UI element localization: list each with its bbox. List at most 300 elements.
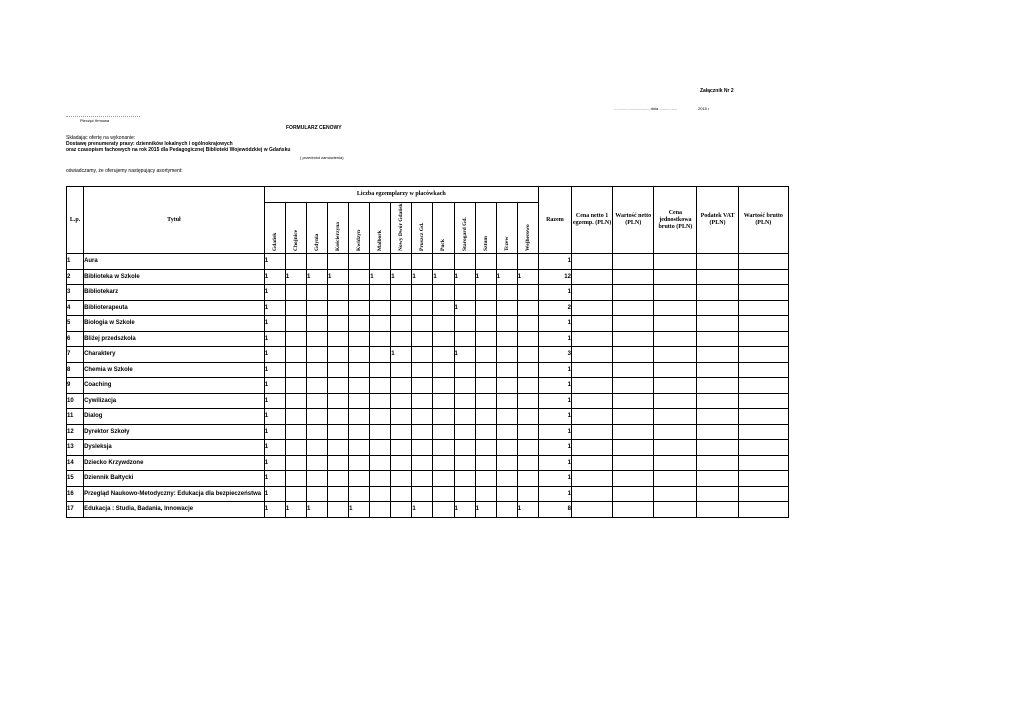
price-cell — [613, 471, 654, 487]
col-net-unit: Cena netto 1 egzemp. (PLN) — [571, 187, 612, 254]
row-title: Biblioterapeuta — [84, 300, 265, 316]
row-count — [328, 300, 349, 316]
price-cell — [654, 300, 697, 316]
row-razem: 1 — [538, 378, 571, 394]
row-count: 1 — [264, 316, 285, 332]
row-count — [391, 502, 412, 518]
price-cell — [571, 502, 612, 518]
row-title: Aura — [84, 254, 265, 270]
price-cell — [738, 378, 788, 394]
price-cell — [571, 285, 612, 301]
row-count — [433, 300, 454, 316]
price-cell — [613, 285, 654, 301]
branch-header — [264, 203, 285, 254]
row-lp: 17 — [67, 502, 84, 518]
row-count — [433, 440, 454, 456]
price-cell — [654, 316, 697, 332]
row-count — [370, 409, 391, 425]
row-count — [285, 331, 306, 347]
table-row — [67, 455, 789, 471]
row-count — [349, 440, 370, 456]
price-cell — [571, 362, 612, 378]
table-row — [67, 347, 789, 363]
row-count — [517, 347, 538, 363]
price-cell — [697, 269, 738, 285]
row-razem: 1 — [538, 331, 571, 347]
row-count: 1 — [454, 502, 475, 518]
row-count — [475, 331, 496, 347]
row-count — [349, 409, 370, 425]
row-count: 1 — [517, 502, 538, 518]
price-cell — [654, 471, 697, 487]
row-count — [517, 378, 538, 394]
row-razem: 1 — [538, 409, 571, 425]
col-title: Tytuł — [84, 187, 265, 254]
annex-label: Załącznik Nr 2 — [700, 88, 734, 94]
branches-group-header: Liczba egzemplarzy w placówkach — [264, 187, 538, 203]
row-count — [517, 424, 538, 440]
price-cell — [654, 254, 697, 270]
row-count — [306, 424, 327, 440]
row-count — [370, 316, 391, 332]
row-count — [454, 455, 475, 471]
row-count — [391, 486, 412, 502]
price-cell — [654, 502, 697, 518]
price-cell — [697, 393, 738, 409]
row-title: Cywilizacja — [84, 393, 265, 409]
price-cell — [571, 424, 612, 440]
row-count: 1 — [328, 269, 349, 285]
price-cell — [654, 285, 697, 301]
row-count — [454, 331, 475, 347]
row-count — [496, 486, 517, 502]
price-cell — [571, 471, 612, 487]
row-count — [349, 347, 370, 363]
row-count — [328, 393, 349, 409]
row-count — [433, 316, 454, 332]
row-count — [370, 285, 391, 301]
row-count: 1 — [475, 269, 496, 285]
row-count — [370, 471, 391, 487]
row-lp: 10 — [67, 393, 84, 409]
branch-header — [328, 203, 349, 254]
row-razem: 8 — [538, 502, 571, 518]
row-count — [306, 316, 327, 332]
row-title: Dyrektor Szkoły — [84, 424, 265, 440]
price-cell — [738, 486, 788, 502]
row-count — [517, 455, 538, 471]
row-count — [328, 471, 349, 487]
table-row — [67, 378, 789, 394]
price-cell — [613, 300, 654, 316]
price-cell — [571, 347, 612, 363]
row-count — [475, 362, 496, 378]
row-count: 1 — [264, 254, 285, 270]
table-row — [67, 254, 789, 270]
price-cell — [571, 316, 612, 332]
row-count — [517, 331, 538, 347]
price-cell — [654, 347, 697, 363]
row-count — [391, 440, 412, 456]
price-cell — [738, 285, 788, 301]
row-lp: 1 — [67, 254, 84, 270]
row-count — [496, 502, 517, 518]
row-count — [433, 393, 454, 409]
row-count — [370, 440, 391, 456]
row-count — [412, 316, 433, 332]
row-count — [517, 316, 538, 332]
row-count — [349, 316, 370, 332]
row-count — [475, 300, 496, 316]
row-count — [433, 486, 454, 502]
row-count — [349, 300, 370, 316]
branch-header-label: Puck — [440, 239, 447, 251]
price-cell — [697, 300, 738, 316]
price-cell — [738, 362, 788, 378]
row-count: 1 — [264, 440, 285, 456]
row-count — [285, 347, 306, 363]
price-cell — [613, 347, 654, 363]
row-count — [370, 455, 391, 471]
row-count — [412, 471, 433, 487]
row-title: Biblioteka w Szkole — [84, 269, 265, 285]
declaration: oświadczamy, że oferujemy następujący asortyment: — [66, 168, 183, 174]
row-count — [454, 316, 475, 332]
branch-header-label: Pruszcz Gd. — [419, 222, 426, 251]
price-cell — [571, 393, 612, 409]
row-count — [433, 502, 454, 518]
row-count — [391, 393, 412, 409]
offer-line-1: Dostawę prenumeraty prasy: dzienników lokalnych i ogólnokrajowych — [66, 141, 233, 147]
row-count — [370, 378, 391, 394]
price-cell — [738, 471, 788, 487]
row-count — [412, 331, 433, 347]
row-count — [517, 362, 538, 378]
row-count — [391, 316, 412, 332]
row-count: 1 — [285, 269, 306, 285]
row-count: 1 — [264, 285, 285, 301]
row-count — [433, 347, 454, 363]
row-count — [370, 362, 391, 378]
col-net-value: Wartość netto (PLN) — [613, 187, 654, 254]
row-count — [433, 409, 454, 425]
price-cell — [571, 455, 612, 471]
price-cell — [697, 316, 738, 332]
offer-line-2: oraz czasopism fachowych na rok 2015 dla Pedagogicznej Biblioteki Wojewódzkiej w Gdańsku — [66, 147, 291, 153]
price-cell — [613, 455, 654, 471]
row-count: 1 — [264, 300, 285, 316]
row-title: Edukacja : Studia, Badania, Innowacje — [84, 502, 265, 518]
row-count — [328, 378, 349, 394]
row-lp: 9 — [67, 378, 84, 394]
price-cell — [738, 455, 788, 471]
row-count — [370, 502, 391, 518]
row-lp: 2 — [67, 269, 84, 285]
subject-label: ( przedmiot zamówienia) — [300, 155, 344, 160]
price-cell — [697, 378, 738, 394]
row-count — [370, 486, 391, 502]
row-count — [454, 285, 475, 301]
row-count — [412, 409, 433, 425]
row-title: Dysleksja — [84, 440, 265, 456]
row-count: 1 — [264, 471, 285, 487]
row-count — [349, 486, 370, 502]
stamp-label: Pieczęć firmowa — [80, 118, 110, 123]
row-count — [285, 378, 306, 394]
price-cell — [654, 378, 697, 394]
row-count: 1 — [285, 502, 306, 518]
row-count — [412, 486, 433, 502]
branch-header-label: Kwidzyn — [356, 229, 363, 251]
table-row — [67, 300, 789, 316]
row-count — [370, 331, 391, 347]
price-cell — [613, 409, 654, 425]
row-lp: 13 — [67, 440, 84, 456]
row-count — [391, 362, 412, 378]
row-count: 1 — [391, 269, 412, 285]
row-count — [475, 378, 496, 394]
row-count — [391, 285, 412, 301]
price-cell — [571, 331, 612, 347]
row-count: 1 — [264, 393, 285, 409]
row-count — [285, 362, 306, 378]
row-count — [496, 471, 517, 487]
price-cell — [738, 316, 788, 332]
table-row — [67, 502, 789, 518]
row-count — [328, 455, 349, 471]
row-razem: 2 — [538, 300, 571, 316]
row-count: 1 — [264, 502, 285, 518]
row-count — [496, 362, 517, 378]
row-count — [475, 347, 496, 363]
row-count — [328, 486, 349, 502]
price-cell — [613, 486, 654, 502]
row-razem: 1 — [538, 393, 571, 409]
row-title: Dziennik Bałtycki — [84, 471, 265, 487]
row-count — [370, 254, 391, 270]
branch-header — [475, 203, 496, 254]
price-cell — [654, 393, 697, 409]
row-count — [475, 409, 496, 425]
branch-header-label: Malbork — [377, 230, 384, 251]
row-lp: 16 — [67, 486, 84, 502]
row-count — [517, 486, 538, 502]
col-vat: Podatek VAT (PLN) — [697, 187, 738, 254]
table-row — [67, 316, 789, 332]
row-count — [433, 471, 454, 487]
row-lp: 14 — [67, 455, 84, 471]
table-row — [67, 424, 789, 440]
row-count — [306, 331, 327, 347]
row-lp: 5 — [67, 316, 84, 332]
row-count — [349, 269, 370, 285]
row-count: 1 — [264, 269, 285, 285]
row-count — [517, 440, 538, 456]
row-count — [391, 331, 412, 347]
row-count — [306, 378, 327, 394]
row-lp: 12 — [67, 424, 84, 440]
price-cell — [697, 331, 738, 347]
row-count — [475, 285, 496, 301]
row-count — [328, 424, 349, 440]
row-count — [412, 300, 433, 316]
row-count — [496, 393, 517, 409]
row-count — [349, 378, 370, 394]
row-razem: 1 — [538, 254, 571, 270]
row-count — [433, 285, 454, 301]
row-count — [306, 393, 327, 409]
row-lp: 7 — [67, 347, 84, 363]
row-count — [391, 471, 412, 487]
branch-header — [370, 203, 391, 254]
row-count — [496, 316, 517, 332]
row-count — [306, 471, 327, 487]
row-count — [370, 393, 391, 409]
branch-header — [391, 203, 412, 254]
price-cell — [697, 285, 738, 301]
row-count: 1 — [475, 502, 496, 518]
row-count: 1 — [517, 269, 538, 285]
price-cell — [738, 393, 788, 409]
table-row — [67, 285, 789, 301]
row-count — [412, 378, 433, 394]
row-count — [306, 347, 327, 363]
row-count — [391, 300, 412, 316]
row-title: Dziecko Krzywdzone — [84, 455, 265, 471]
price-cell — [613, 502, 654, 518]
row-count: 1 — [433, 269, 454, 285]
price-cell — [697, 502, 738, 518]
row-title: Chemia w Szkole — [84, 362, 265, 378]
row-count — [306, 486, 327, 502]
row-razem: 3 — [538, 347, 571, 363]
branch-header-label: Sztum — [482, 236, 489, 251]
row-count — [285, 486, 306, 502]
row-count — [454, 362, 475, 378]
price-cell — [654, 440, 697, 456]
col-lp: L.p. — [67, 187, 84, 254]
row-count — [285, 300, 306, 316]
table-row — [67, 471, 789, 487]
table-row — [67, 440, 789, 456]
row-count — [517, 409, 538, 425]
row-count: 1 — [349, 502, 370, 518]
price-cell — [654, 455, 697, 471]
table-row — [67, 409, 789, 425]
row-count: 1 — [264, 486, 285, 502]
row-count — [306, 455, 327, 471]
branch-header-label: Kościerzyna — [335, 221, 342, 251]
row-count — [370, 300, 391, 316]
branch-header — [496, 203, 517, 254]
row-count: 1 — [264, 378, 285, 394]
row-count — [496, 409, 517, 425]
row-count — [475, 424, 496, 440]
row-count — [475, 471, 496, 487]
row-razem: 1 — [538, 285, 571, 301]
price-cell — [654, 486, 697, 502]
price-cell — [571, 254, 612, 270]
row-count — [454, 440, 475, 456]
table-row — [67, 393, 789, 409]
row-count — [433, 254, 454, 270]
row-count — [328, 347, 349, 363]
row-count — [454, 409, 475, 425]
price-cell — [613, 424, 654, 440]
row-count — [285, 393, 306, 409]
row-count: 1 — [454, 300, 475, 316]
row-count — [412, 285, 433, 301]
row-count — [496, 455, 517, 471]
branch-header-label: Chojnice — [292, 229, 299, 251]
price-cell — [738, 440, 788, 456]
branch-header — [412, 203, 433, 254]
row-count — [433, 424, 454, 440]
price-cell — [613, 378, 654, 394]
row-count: 1 — [370, 269, 391, 285]
price-cell — [654, 269, 697, 285]
branch-header-label: Wejherowo — [524, 224, 531, 251]
row-count — [370, 347, 391, 363]
row-count — [433, 331, 454, 347]
price-cell — [697, 409, 738, 425]
row-count — [433, 455, 454, 471]
row-count: 1 — [454, 269, 475, 285]
row-count: 1 — [264, 347, 285, 363]
col-gross-unit: Cena jednostkowa brutto (PLN) — [654, 187, 697, 254]
row-count — [306, 409, 327, 425]
row-count — [517, 254, 538, 270]
row-count — [412, 362, 433, 378]
col-gross-value: Wartość brutto (PLN) — [738, 187, 788, 254]
row-count — [285, 409, 306, 425]
price-cell — [613, 440, 654, 456]
row-count — [454, 378, 475, 394]
row-lp: 4 — [67, 300, 84, 316]
row-count — [496, 440, 517, 456]
row-razem: 1 — [538, 424, 571, 440]
table-row — [67, 269, 789, 285]
row-count — [412, 424, 433, 440]
table-row — [67, 486, 789, 502]
price-cell — [738, 347, 788, 363]
branch-header-label: Gdańsk — [271, 232, 278, 251]
row-count: 1 — [264, 455, 285, 471]
price-cell — [571, 378, 612, 394]
price-cell — [613, 331, 654, 347]
row-count — [285, 440, 306, 456]
branch-header — [349, 203, 370, 254]
row-count: 1 — [391, 347, 412, 363]
price-cell — [697, 471, 738, 487]
price-table — [66, 186, 789, 518]
price-cell — [697, 486, 738, 502]
row-count — [454, 254, 475, 270]
row-count — [349, 331, 370, 347]
table-row — [67, 331, 789, 347]
row-count — [496, 378, 517, 394]
price-cell — [738, 331, 788, 347]
year-label: 2015 r — [698, 106, 710, 111]
row-count — [306, 254, 327, 270]
branch-header — [285, 203, 306, 254]
price-cell — [697, 347, 738, 363]
row-count — [370, 424, 391, 440]
row-count — [349, 285, 370, 301]
row-count — [475, 254, 496, 270]
row-count — [475, 440, 496, 456]
row-count — [328, 440, 349, 456]
